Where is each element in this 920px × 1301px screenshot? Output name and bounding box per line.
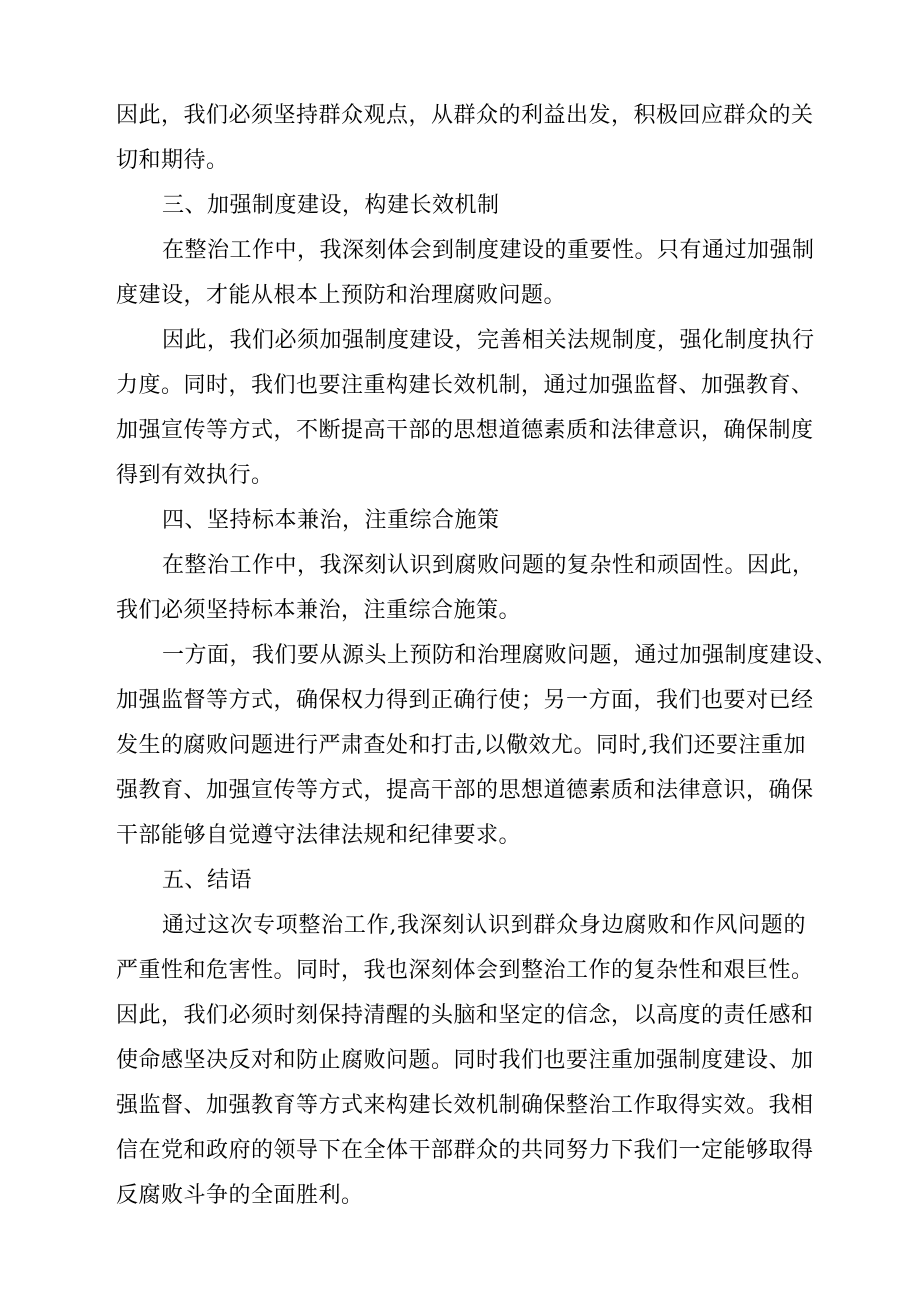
text-line: 加强监督等方式，确保权力得到正确行使；另一方面，我们也要对已经	[116, 688, 814, 713]
text-line: 度建设，才能从根本上预防和治理腐败问题。	[116, 283, 567, 308]
text-line: 使命感坚决反对和防止腐败问题。同时我们也要注重加强制度建设、加	[116, 1048, 814, 1073]
text-line: 得到有效执行。	[116, 463, 274, 488]
text-line: 通过这次专项整治工作,我深刻认识到群众身边腐败和作风问题的	[162, 913, 806, 938]
text-line: 严重性和危害性。同时，我也深刻体会到整治工作的复杂性和艰巨性。	[116, 958, 814, 983]
text-line: 在整治工作中，我深刻体会到制度建设的重要性。只有通过加强制	[162, 238, 815, 263]
section-heading: 四、坚持标本兼治，注重综合施策	[162, 508, 500, 533]
text-line: 一方面，我们要从源头上预防和治理腐败问题，通过加强制度建设、	[162, 643, 838, 668]
text-line: 强监督、加强教育等方式来构建长效机制确保整治工作取得实效。我相	[116, 1093, 814, 1118]
text-line: 强教育、加强宣传等方式，提高干部的思想道德素质和法律意识，确保	[116, 778, 814, 803]
text-line: 因此，我们必须时刻保持清醒的头脑和坚定的信念，以高度的责任感和	[116, 1003, 814, 1028]
text-line: 切和期待。	[116, 148, 229, 173]
text-line: 反腐败斗争的全面胜利。	[116, 1183, 364, 1208]
text-line: 因此，我们必须加强制度建设，完善相关法规制度，强化制度执行	[162, 328, 815, 353]
text-line: 干部能够自觉遵守法律法规和纪律要求。	[116, 823, 522, 848]
text-line: 加强宣传等方式，不断提高干部的思想道德素质和法律意识，确保制度	[116, 418, 814, 443]
text-line: 因此，我们必须坚持群众观点，从群众的利益出发，积极回应群众的关	[116, 103, 814, 128]
section-heading: 五、结语	[162, 868, 253, 893]
text-line: 我们必须坚持标本兼治，注重综合施策。	[116, 598, 522, 623]
text-line: 发生的腐败问题进行严肃查处和打击,以儆效尤。同时,我们还要注重加	[116, 733, 806, 758]
text-line: 在整治工作中，我深刻认识到腐败问题的复杂性和顽固性。因此，	[162, 553, 815, 578]
text-line: 力度。同时，我们也要注重构建长效机制，通过加强监督、加强教育、	[116, 373, 814, 398]
text-line: 信在党和政府的领导下在全体干部群众的共同努力下我们一定能够取得	[116, 1138, 814, 1163]
section-heading: 三、加强制度建设，构建长效机制	[162, 193, 500, 218]
